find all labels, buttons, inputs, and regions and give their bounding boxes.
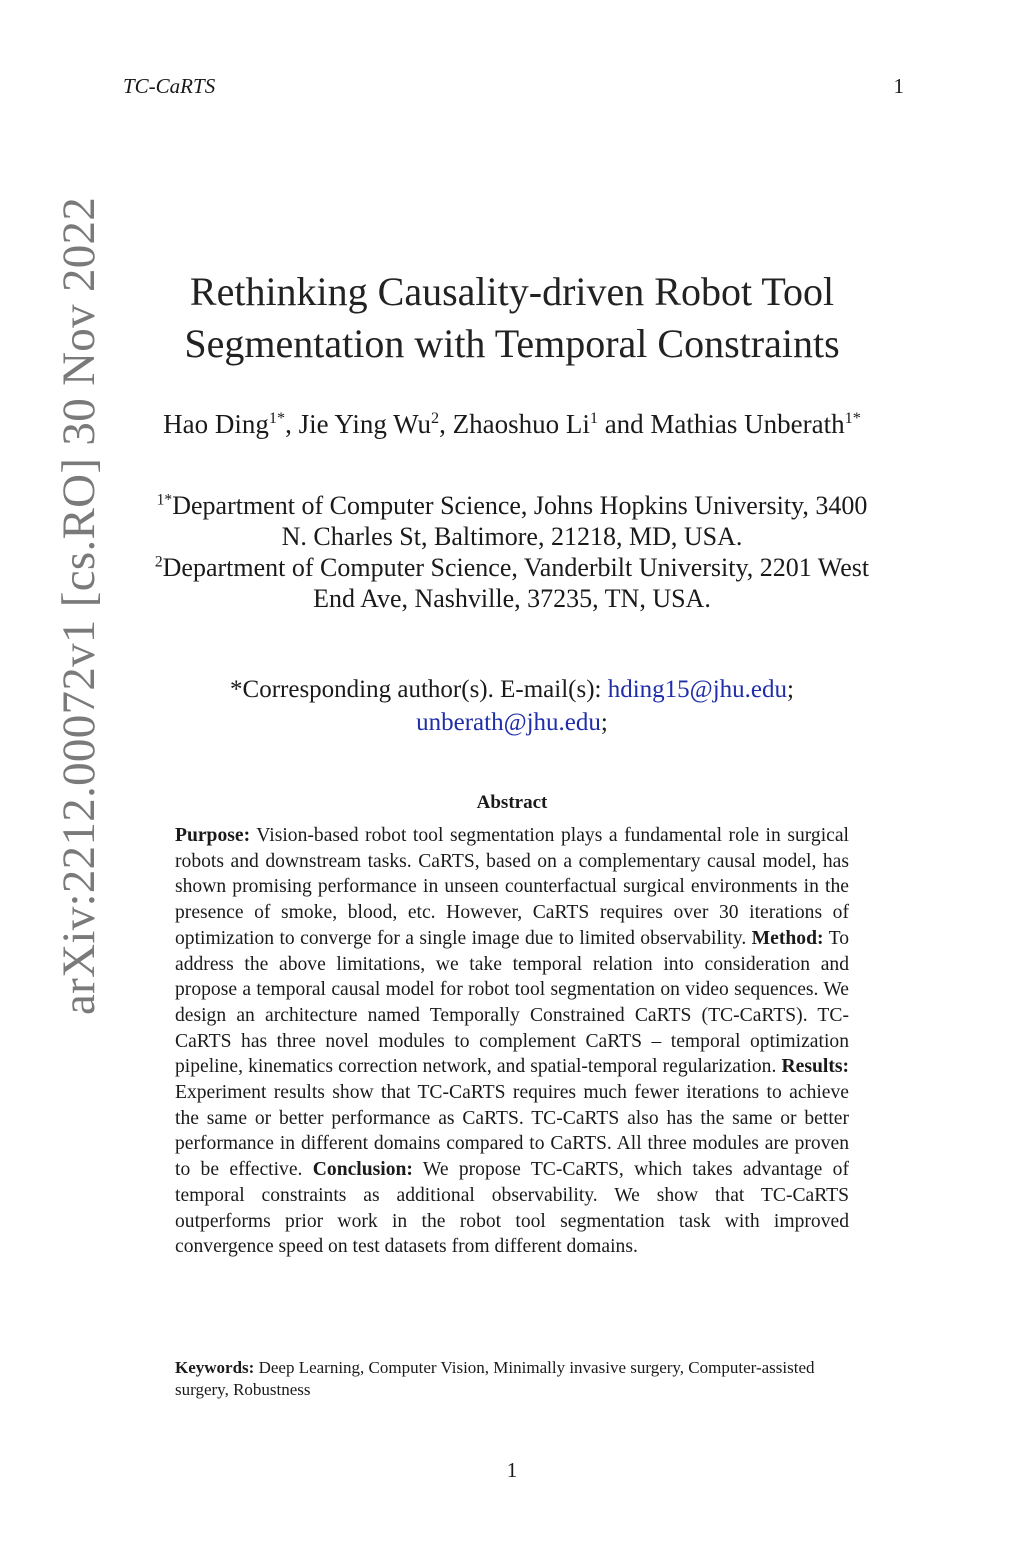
results-label: Results: <box>781 1056 850 1078</box>
affiliation-mark: 1* <box>156 491 173 509</box>
author-name: and Mathias Unberath <box>597 409 845 439</box>
affiliation-2 <box>150 552 874 614</box>
email-link-2[interactable]: unberath@jhu.edu <box>416 709 601 736</box>
title-line-2: Segmentation with Temporal Constraints <box>184 321 840 366</box>
author-affil-mark: 1* <box>268 409 286 427</box>
method-text: To address the above limitations, we take temporal relation into consideration and propose a temporal causal model for robot tool segmentation on video sequences. We design an architecture named Temporally Constrained CaRTS (TC-CaRTS). TC-CaRTS has three novel modules to complement CaRTS – temporal optimization pipeline, kinematics correction network, and spatial-temporal regularization. <box>175 927 849 1078</box>
keywords <box>175 1357 849 1401</box>
paper-title <box>150 266 874 370</box>
keywords-label: Keywords: <box>175 1358 255 1377</box>
author-affil-mark: 1* <box>844 409 861 427</box>
method-label: Method: <box>751 927 824 949</box>
email-separator: ; <box>787 676 794 703</box>
running-head: TC-CaRTS <box>123 74 216 98</box>
abstract-paragraph <box>175 823 849 1260</box>
author-name: , Zhaoshuo Li <box>439 409 590 439</box>
affiliation-1 <box>150 490 874 552</box>
corresponding-author <box>150 673 874 739</box>
keywords-text: Deep Learning, Computer Vision, Minimally invasive surgery, Computer-assisted surgery, Robustness <box>175 1358 815 1399</box>
corresponding-prefix: *Corresponding author(s). E-mail(s): <box>230 676 608 703</box>
conclusion-label: Conclusion: <box>312 1159 413 1181</box>
author-name: , Jie Ying Wu <box>285 409 432 439</box>
author-list <box>150 407 874 442</box>
footer-page-number: 1 <box>506 1458 518 1482</box>
results-text: Experiment results show that TC-CaRTS requires much fewer iterations to achieve the same or better performance as CaRTS. TC-CaRTS also has the same or better performance in different domains compared to CaRTS. All three modules are proven to be effective. <box>175 1082 849 1181</box>
email-separator: ; <box>600 709 608 736</box>
affiliation-text: Department of Computer Science, Johns Hopkins University, 3400 N. Charles St, Baltimore, 21218, MD, USA. <box>172 491 868 551</box>
abstract-body <box>175 823 849 1260</box>
purpose-text: Vision-based robot tool segmentation plays a fundamental role in surgical robots and downstream tasks. CaRTS, based on a complementary causal model, has shown promising performance in unseen counterfactual surgical environments in the presence of smoke, blood, etc. However, CaRTS requires over 30 iterations of optimization to converge for a single image due to limited observability. <box>175 825 849 949</box>
author-affil-mark: 1 <box>589 409 598 427</box>
header-page-number: 1 <box>893 74 904 98</box>
author-name: Hao Ding <box>163 409 269 439</box>
purpose-label: Purpose: <box>175 825 251 846</box>
author-affil-mark: 2 <box>431 409 440 427</box>
title-line-1: Rethinking Causality-driven Robot Tool <box>189 269 835 314</box>
affiliation-text: Department of Computer Science, Vanderbilt University, 2201 West End Ave, Nashville, 37235, TN, USA. <box>162 553 870 613</box>
arxiv-stamp: arXiv:2212.00072v1 [cs.RO] 30 Nov 2022 <box>53 196 105 1015</box>
affiliations <box>150 490 874 614</box>
affiliation-mark: 2 <box>154 553 163 571</box>
email-link-1[interactable]: hding15@jhu.edu <box>607 676 787 703</box>
conclusion-text: We propose TC-CaRTS, which takes advantage of temporal constraints as additional observability. We show that TC-CaRTS outperforms prior work in the robot tool segmentation task with improved convergence speed on test datasets from different domains. <box>175 1159 849 1258</box>
abstract-heading: Abstract <box>476 792 548 813</box>
